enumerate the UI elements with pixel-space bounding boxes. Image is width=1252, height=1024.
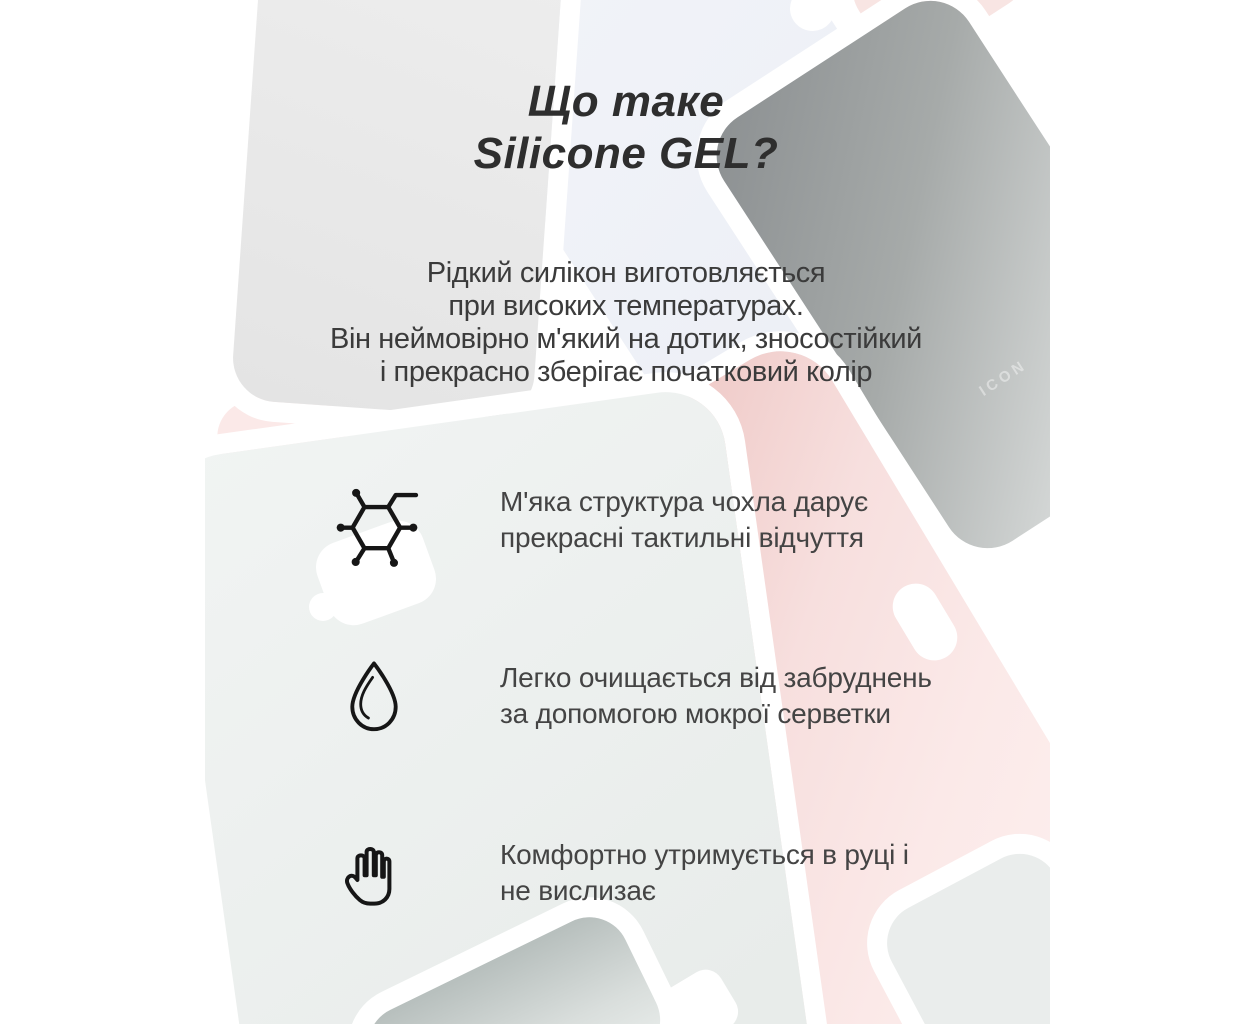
feature-line: не вислизає xyxy=(500,875,656,906)
intro-paragraph xyxy=(0,257,1252,389)
water-drop-icon xyxy=(339,658,409,736)
feature-line: Комфортно утримується в руці і xyxy=(500,839,909,870)
page-title-line2: Silicone GEL? xyxy=(473,129,779,178)
feature-line: М'яка структура чохла дарує xyxy=(500,486,869,517)
intro-line: при високих температурах. xyxy=(448,290,804,322)
molecule-icon xyxy=(335,481,423,569)
feature-text-comfort-grip xyxy=(500,837,909,909)
page-title xyxy=(0,76,1252,180)
hand-icon xyxy=(331,831,411,913)
feature-text-soft-structure xyxy=(500,484,868,556)
intro-line: і прекрасно зберігає початковий колір xyxy=(379,356,873,388)
feature-line: за допомогою мокрої серветки xyxy=(500,698,891,729)
feature-line: Легко очищається від забруднень xyxy=(500,662,932,693)
brand-watermark: ICON xyxy=(976,356,1031,400)
feature-line: прекрасні тактильні відчуття xyxy=(500,522,864,553)
intro-line: Рідкий силікон виготовляється xyxy=(426,257,826,289)
intro-line: Він неймовірно м'який на дотик, зносостійкий xyxy=(330,323,922,355)
page-title-line1: Що таке xyxy=(527,77,725,126)
feature-text-easy-clean xyxy=(500,660,932,732)
